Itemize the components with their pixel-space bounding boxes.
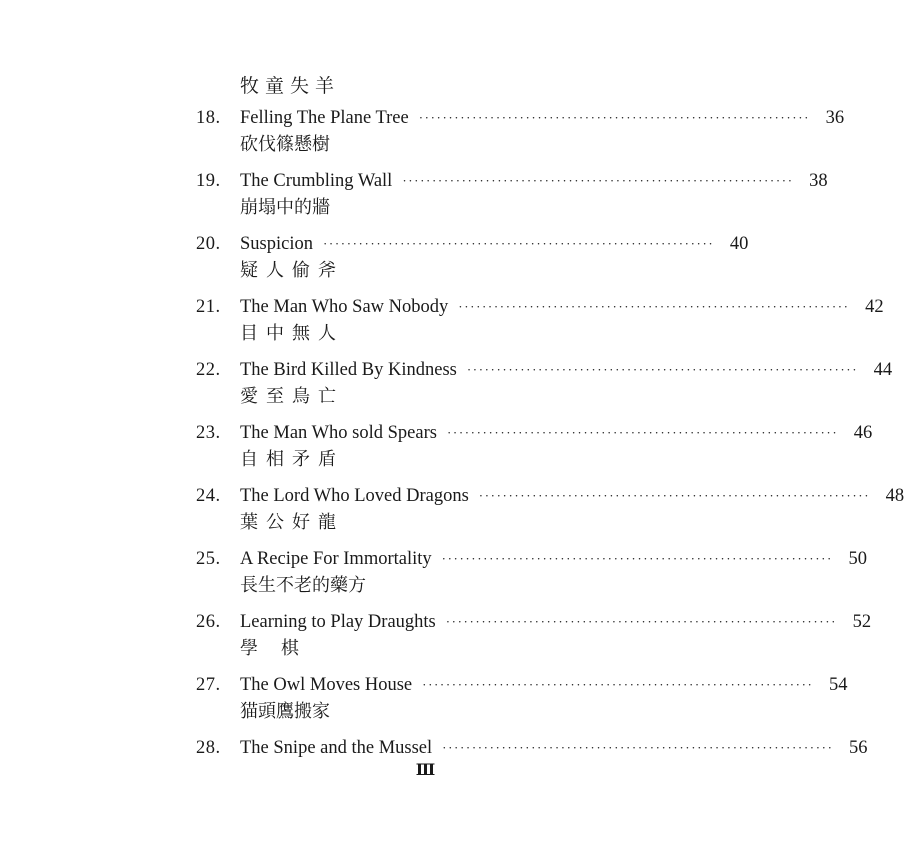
entry-chinese-title: 葉公好龍 bbox=[240, 512, 344, 533]
toc-row bbox=[196, 419, 873, 447]
toc-entry-26 bbox=[196, 608, 872, 671]
toc-row bbox=[196, 356, 893, 384]
dot-leader: ·································································· bbox=[442, 740, 834, 755]
toc-row bbox=[196, 545, 867, 573]
entry-number: 24. bbox=[196, 486, 221, 506]
entry-title: The Crumbling Wall bbox=[240, 171, 393, 191]
entry-chinese-title: 目中無人 bbox=[240, 323, 344, 344]
toc-entry-18 bbox=[196, 104, 845, 167]
entry-number: 22. bbox=[196, 360, 221, 380]
entry-chinese-title: 自相矛盾 bbox=[240, 449, 344, 470]
entry-number: 21. bbox=[196, 297, 221, 317]
toc-entry-25 bbox=[196, 545, 867, 608]
entry-number: 19. bbox=[196, 171, 221, 191]
toc-entries bbox=[196, 104, 904, 797]
entry-number: 18. bbox=[196, 108, 221, 128]
toc-row bbox=[196, 293, 884, 321]
dot-leader: ·································································· bbox=[458, 299, 850, 314]
toc-entry-22 bbox=[196, 356, 893, 419]
toc-row bbox=[196, 104, 845, 132]
entry-chinese-title: 疑人偷斧 bbox=[240, 260, 344, 281]
dot-leader: ·································································· bbox=[402, 173, 794, 188]
entry-number: 28. bbox=[196, 738, 221, 758]
toc-entry-27 bbox=[196, 671, 848, 734]
entry-number: 25. bbox=[196, 549, 221, 569]
dot-leader: ·································································· bbox=[322, 236, 715, 251]
entry-page-number: 42 bbox=[865, 297, 884, 317]
dot-leader: ·································································· bbox=[418, 110, 811, 125]
entry-title: The Lord Who Loved Dragons bbox=[240, 486, 469, 506]
toc-row bbox=[196, 167, 828, 195]
entry-page-number: 50 bbox=[848, 549, 867, 569]
entry-number: 23. bbox=[196, 423, 221, 443]
entry-page-number: 44 bbox=[873, 360, 893, 380]
toc-entry-21 bbox=[196, 293, 884, 356]
entry-title: Suspicion bbox=[240, 234, 313, 254]
dot-leader: ·································································· bbox=[466, 362, 859, 377]
entry-page-number: 40 bbox=[729, 234, 749, 254]
entry-title: Learning to Play Draughts bbox=[240, 612, 436, 632]
entry-title: The Man Who Saw Nobody bbox=[240, 297, 449, 317]
entry-page-number: 52 bbox=[852, 612, 872, 632]
entry-number: 20. bbox=[196, 234, 221, 254]
page-number-footer: Ⅲ bbox=[415, 762, 435, 779]
toc-entry-23 bbox=[196, 419, 873, 482]
toc-entry-19 bbox=[196, 167, 828, 230]
toc-row bbox=[196, 230, 749, 258]
entry-chinese-title: 愛至鳥亡 bbox=[240, 386, 344, 407]
toc-entry-24 bbox=[196, 482, 904, 545]
dot-leader: ·································································· bbox=[446, 425, 839, 440]
entry-chinese-title: 長生不老的藥方 bbox=[240, 575, 366, 596]
entry-chinese-title: 學 棋 bbox=[240, 638, 299, 659]
entry-number: 27. bbox=[196, 675, 221, 695]
entry-page-number: 56 bbox=[849, 738, 868, 758]
entry-number: 26. bbox=[196, 612, 221, 632]
toc-entry-20 bbox=[196, 230, 749, 293]
entry-chinese-title: 崩塌中的牆 bbox=[240, 197, 330, 218]
entry-title: A Recipe For Immortality bbox=[240, 549, 432, 569]
dot-leader: ·································································· bbox=[422, 677, 814, 692]
entry-title: Felling The Plane Tree bbox=[240, 108, 409, 128]
continued-chinese-title: 牧童失羊 bbox=[240, 76, 341, 97]
toc-row bbox=[196, 671, 848, 699]
entry-title: The Owl Moves House bbox=[240, 675, 413, 695]
entry-title: The Snipe and the Mussel bbox=[240, 738, 433, 758]
toc-row bbox=[196, 482, 904, 510]
toc-row bbox=[196, 608, 872, 636]
entry-page-number: 36 bbox=[825, 108, 845, 128]
entry-chinese-title: 猫頭鷹搬家 bbox=[240, 701, 330, 722]
entry-title: The Man Who sold Spears bbox=[240, 423, 437, 443]
entry-page-number: 46 bbox=[853, 423, 873, 443]
dot-leader: ·································································· bbox=[478, 488, 871, 503]
dot-leader: ·································································· bbox=[445, 614, 838, 629]
dot-leader: ·································································· bbox=[441, 551, 833, 566]
entry-page-number: 48 bbox=[885, 486, 904, 506]
entry-page-number: 54 bbox=[828, 675, 848, 695]
entry-title: The Bird Killed By Kindness bbox=[240, 360, 457, 380]
entry-chinese-title: 砍伐篠懸樹 bbox=[240, 134, 330, 155]
toc-row bbox=[196, 734, 868, 762]
entry-page-number: 38 bbox=[809, 171, 828, 191]
